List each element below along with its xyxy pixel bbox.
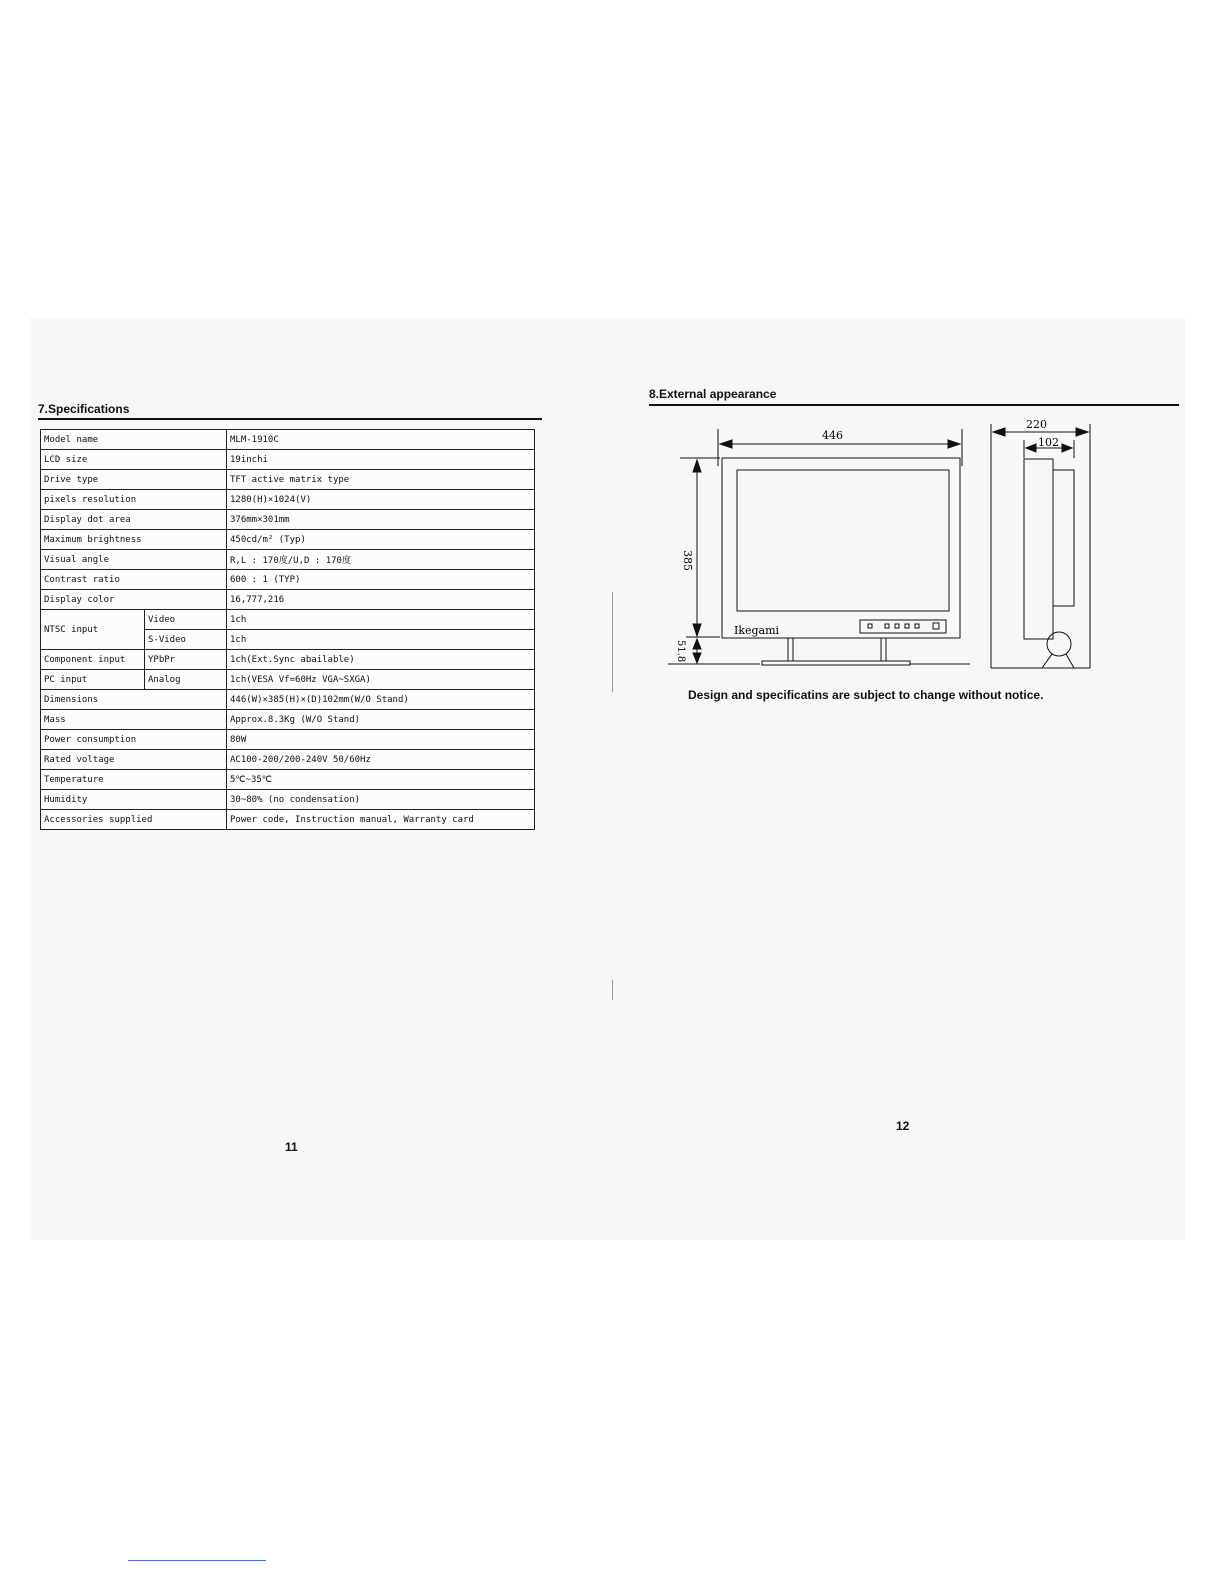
stand-hinge (1047, 632, 1071, 656)
spec-value: Power code, Instruction manual, Warranty card (227, 810, 535, 830)
table-row (41, 510, 535, 530)
spec-label: pixels resolution (41, 490, 227, 510)
table-row (41, 430, 535, 450)
spec-value: 5℃~35℃ (227, 770, 535, 790)
width-dimension-label: 446 (822, 429, 843, 442)
control-button (868, 624, 872, 628)
spec-label: Visual angle (41, 550, 227, 570)
depth-dimension-label: 220 (1026, 418, 1047, 431)
stand-base (762, 661, 910, 665)
specifications-title: 7.Specifications (38, 402, 130, 416)
stand-leg (1066, 654, 1074, 668)
table-row (41, 490, 535, 510)
table-row (41, 530, 535, 550)
spec-label: Humidity (41, 790, 227, 810)
stand-leg (1042, 654, 1052, 668)
stand-dimension-label: 51.8 (675, 640, 686, 663)
external-appearance-drawing (640, 318, 1185, 698)
pc-value: 1ch(VESA Vf=60Hz VGA~SXGA) (227, 670, 535, 690)
spec-value: R,L : 170度/U,D : 170度 (227, 550, 535, 570)
arrow-head (693, 653, 701, 663)
spec-label: Dimensions (41, 690, 227, 710)
control-button (885, 624, 889, 628)
component-label: Component input (41, 650, 145, 670)
spec-label: Model name (41, 430, 227, 450)
spec-value: 19inchi (227, 450, 535, 470)
side-panel (1024, 459, 1053, 639)
pc-label: PC input (41, 670, 145, 690)
specifications-table (40, 429, 535, 830)
control-button (915, 624, 919, 628)
spec-value: 600 : 1 (TYP) (227, 570, 535, 590)
page-number-left: 11 (285, 1140, 298, 1154)
spec-label: Drive type (41, 470, 227, 490)
table-row (41, 610, 535, 630)
ntsc-label: NTSC input (41, 610, 145, 650)
component-sub: YPbPr (145, 650, 227, 670)
spec-label: Temperature (41, 770, 227, 790)
table-row (41, 810, 535, 830)
arrow-head (1062, 444, 1072, 452)
spec-value: 80W (227, 730, 535, 750)
spec-value: AC100-200/200-240V 50/60Hz (227, 750, 535, 770)
arrow-head (720, 440, 732, 448)
arrow-head (948, 440, 960, 448)
arrow-head (993, 428, 1005, 436)
ntsc-video-value: 1ch (227, 610, 535, 630)
height-dimension-label: 385 (681, 550, 694, 571)
side-back-housing (1053, 470, 1074, 606)
table-row (41, 770, 535, 790)
gutter-mark (612, 980, 613, 1000)
table-row (41, 730, 535, 750)
brand-label: Ikegami (734, 624, 780, 637)
spec-value: 16,777,216 (227, 590, 535, 610)
arrow-head (693, 639, 701, 649)
arrow-head (1026, 444, 1036, 452)
table-row (41, 750, 535, 770)
spec-value: Approx.8.3Kg (W/O Stand) (227, 710, 535, 730)
spec-value: MLM-1910C (227, 430, 535, 450)
ntsc-svideo-value: 1ch (227, 630, 535, 650)
spec-value: 450cd/m² (Typ) (227, 530, 535, 550)
spec-label: Contrast ratio (41, 570, 227, 590)
spec-label: Display color (41, 590, 227, 610)
power-button (933, 623, 939, 629)
spec-label: LCD size (41, 450, 227, 470)
disclaimer-note: Design and specificatins are subject to change without notice. (688, 688, 1044, 702)
ntsc-svideo-label: S-Video (145, 630, 227, 650)
pc-sub: Analog (145, 670, 227, 690)
spec-value: TFT active matrix type (227, 470, 535, 490)
spec-value: 376mm×301mm (227, 510, 535, 530)
spec-label: Display dot area (41, 510, 227, 530)
monitor-screen (737, 470, 949, 611)
page-number-right: 12 (896, 1119, 910, 1133)
table-row (41, 790, 535, 810)
side-view (991, 424, 1090, 668)
gutter-mark (612, 592, 613, 692)
page-12 (640, 318, 1185, 1240)
spec-label: Mass (41, 710, 227, 730)
arrow-head (1076, 428, 1088, 436)
page-11 (30, 318, 610, 1240)
spec-label: Maximum brightness (41, 530, 227, 550)
table-row (41, 570, 535, 590)
spec-value: 446(W)×385(H)×(D)102mm(W/O Stand) (227, 690, 535, 710)
external-appearance-title: 8.External appearance (649, 387, 777, 401)
table-row (41, 650, 535, 670)
component-value: 1ch(Ext.Sync abailable) (227, 650, 535, 670)
spec-label: Power consumption (41, 730, 227, 750)
arrow-head (693, 460, 701, 472)
control-button (895, 624, 899, 628)
arrow-head (693, 624, 701, 636)
ntsc-video-label: Video (145, 610, 227, 630)
spec-label: Rated voltage (41, 750, 227, 770)
table-row (41, 710, 535, 730)
title-rule (38, 418, 542, 420)
spec-value: 1280(H)×1024(V) (227, 490, 535, 510)
table-row (41, 670, 535, 690)
panel-depth-dimension-label: 102 (1038, 436, 1059, 449)
control-button (905, 624, 909, 628)
spec-label: Accessories supplied (41, 810, 227, 830)
table-row (41, 470, 535, 490)
front-view (668, 429, 970, 665)
table-row (41, 590, 535, 610)
spec-value: 30~80% (no condensation) (227, 790, 535, 810)
table-row (41, 690, 535, 710)
table-row (41, 550, 535, 570)
table-row (41, 450, 535, 470)
scan-edge-line (128, 1560, 266, 1561)
